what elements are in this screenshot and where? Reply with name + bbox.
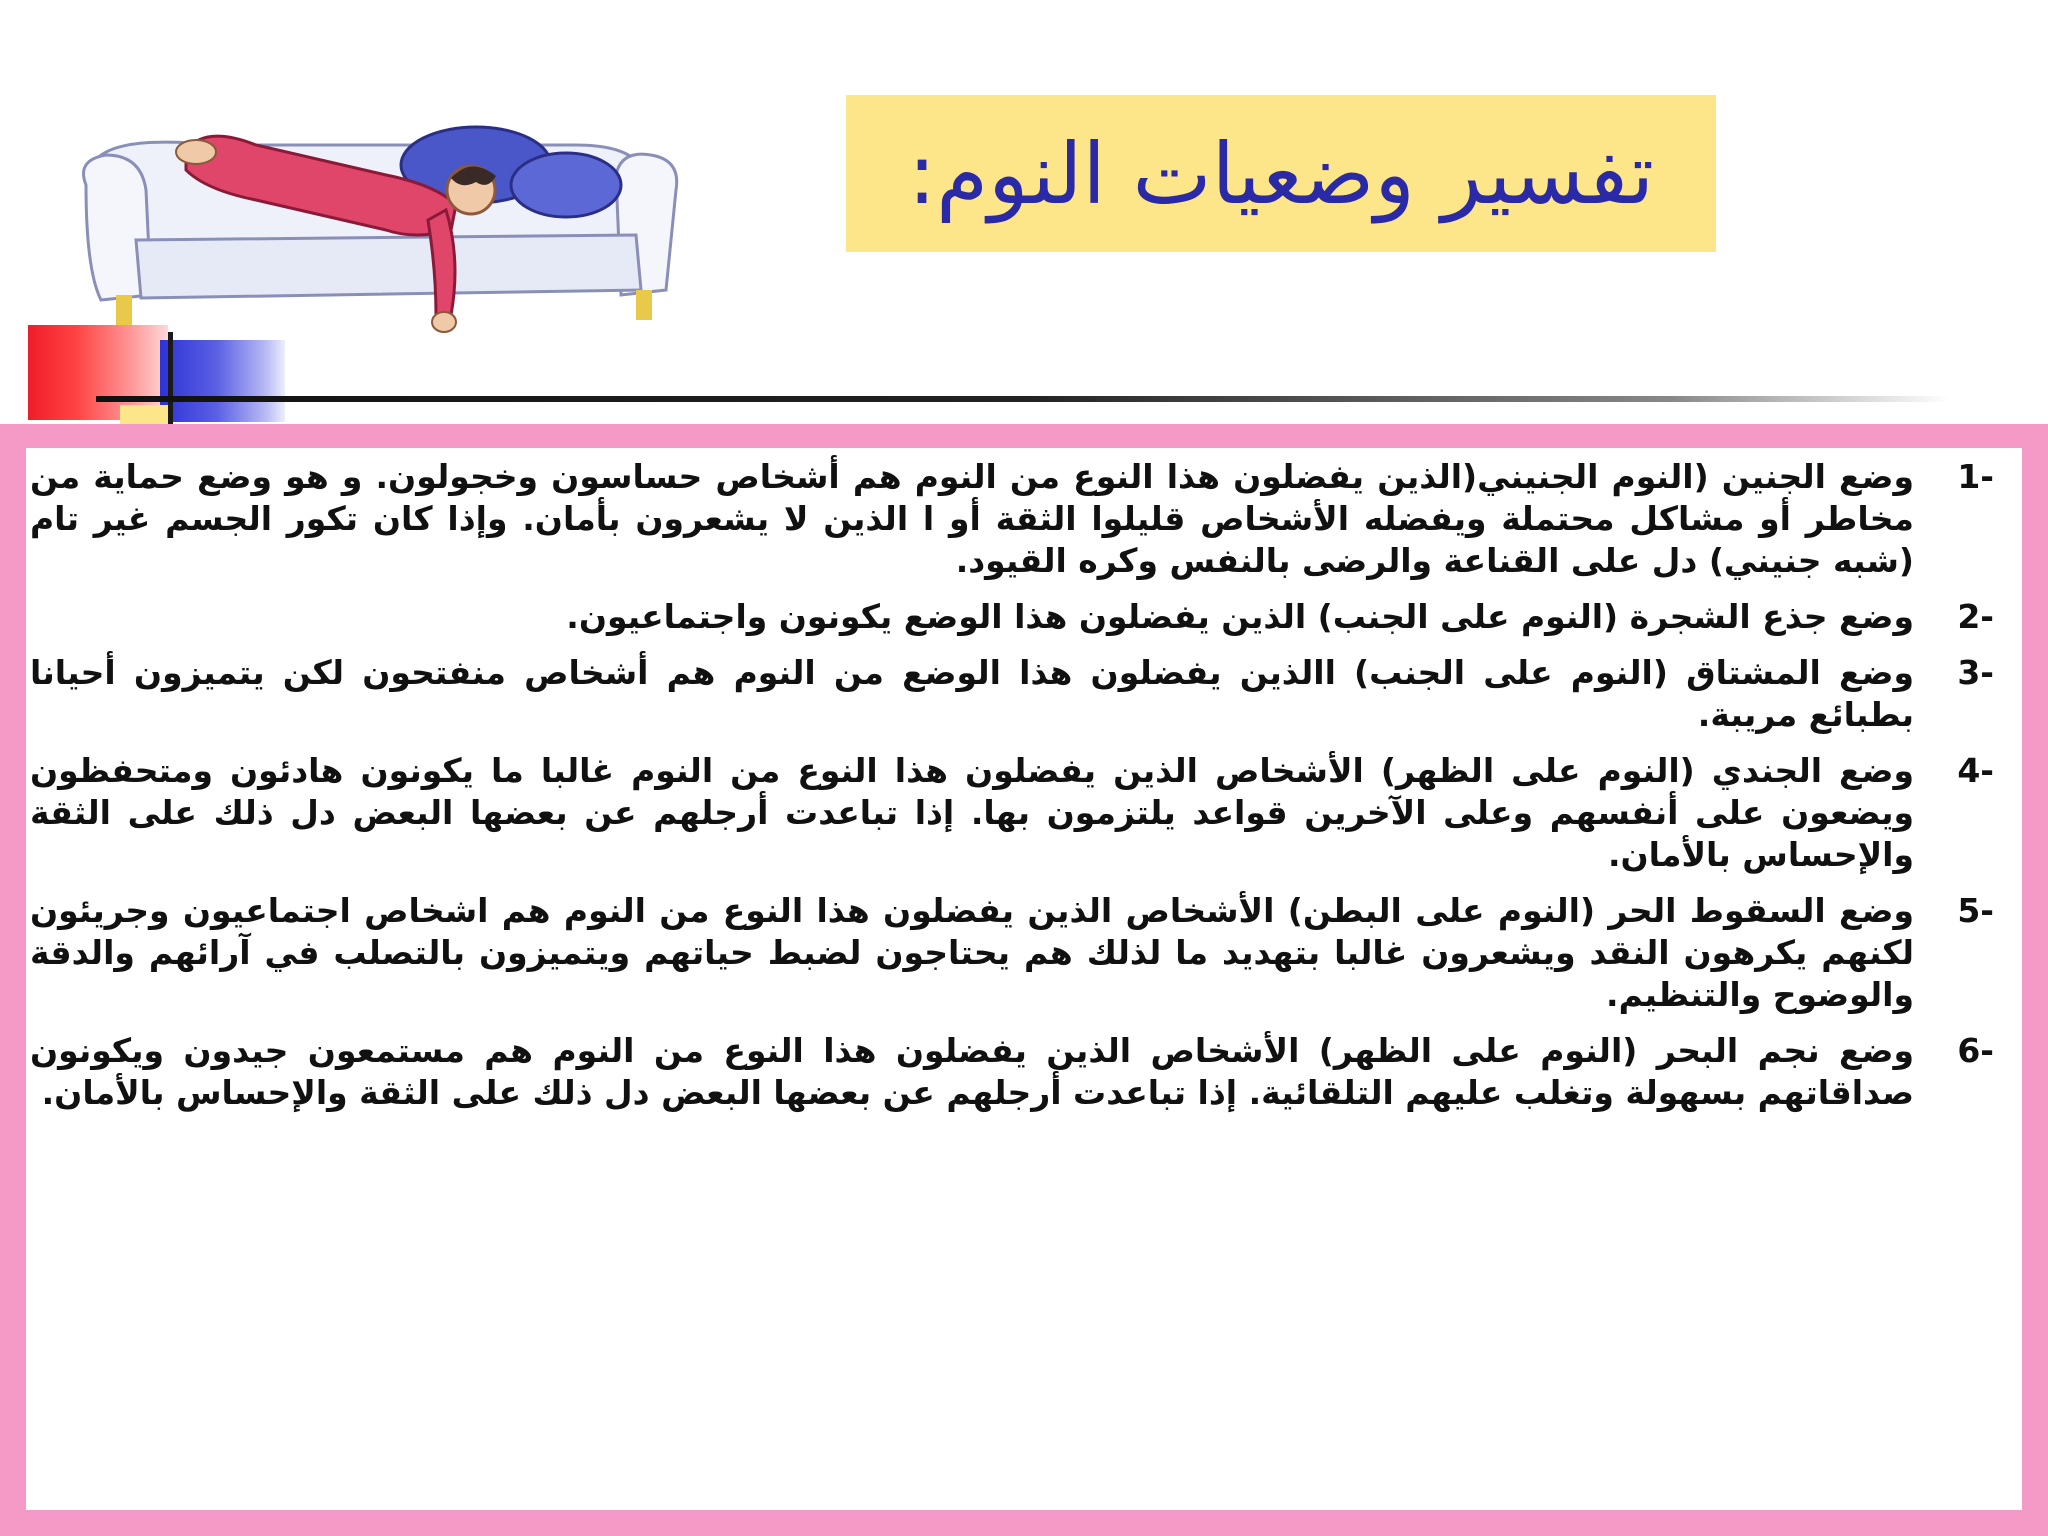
item-text: وضع السقوط الحر (النوم على البطن) الأشخاص الذين يفضلون هذا النوع من النوم هم اشخاص اجتماعيون وجريئون لكنهم يكرهون النقد ويشعرون غالبا بتهديد ما لذلك هم يحتاجون لضبط حياتهم ويتميزون بالتصلب في آرائهم والدقة والوضوح والتنظيم.	[30, 891, 1914, 1014]
item-text: وضع جذع الشجرة (النوم على الجنب) الذين يفضلون هذا الوضع يكونون واجتماعيون.	[566, 597, 1914, 636]
decorative-vertical-line	[168, 332, 173, 427]
list-item	[26, 1030, 1994, 1114]
item-number: 4-	[1957, 751, 1994, 790]
content-panel	[26, 448, 2022, 1510]
list-item	[26, 890, 1994, 1016]
list-item	[26, 750, 1994, 876]
list-item	[26, 456, 1994, 582]
list-item	[26, 596, 1994, 638]
list-item	[26, 652, 1994, 736]
item-text: وضع نجم البحر (النوم على الظهر) الأشخاص الذين يفضلون هذا النوع من النوم هم مستمعون جيدون ويكونون صداقاتهم بسهولة وتغلب عليهم التلقائية. إذا تباعدت أرجلهم عن بعضها البعض دل ذلك على الثقة والإحساس بالأمان.	[30, 1031, 1914, 1112]
item-text: وضع الجنين (النوم الجنيني(الذين يفضلون هذا النوع من النوم هم أشخاص حساسون وخجولون. و هو وضع حماية من مخاطر أو مشاكل محتملة ويفضله الأشخاص قليلوا الثقة أو ا الذين لا يشعرون بأمان. وإذا كان تكور الجسم غير تام (شبه جنيني) دل على القناعة والرضى بالنفس وكره القيود.	[30, 457, 1914, 580]
decorative-yellow-square	[120, 405, 170, 425]
page-title: تفسير وضعيات النوم:	[907, 124, 1655, 223]
content-frame	[0, 424, 2048, 1536]
sleep-positions-list	[26, 456, 1994, 1128]
item-text: وضع المشتاق (النوم على الجنب) االذين يفضلون هذا الوضع من النوم هم أشخاص منفتحون لكن يتميزون أحيانا بطبائع مريبة.	[30, 653, 1914, 734]
decorative-horizontal-rule	[96, 396, 1950, 402]
item-number: 3-	[1957, 653, 1994, 692]
item-text: وضع الجندي (النوم على الظهر) الأشخاص الذين يفضلون هذا النوع من النوم غالبا ما يكونون هادئون ومتحفظون ويضعون على أنفسهم وعلى الآخرين قواعد يلتزمون بها. إذا تباعدت أرجلهم عن بعضها البعض دل ذلك على الثقة والإحساس بالأمان.	[30, 751, 1914, 874]
item-number: 2-	[1957, 597, 1994, 636]
decorative-blue-square	[160, 340, 285, 422]
item-number: 1-	[1957, 457, 1994, 496]
title-box	[846, 95, 1716, 252]
person-sleeping-on-sofa-icon	[56, 90, 696, 340]
item-number: 5-	[1957, 891, 1994, 930]
item-number: 6-	[1957, 1031, 1994, 1070]
